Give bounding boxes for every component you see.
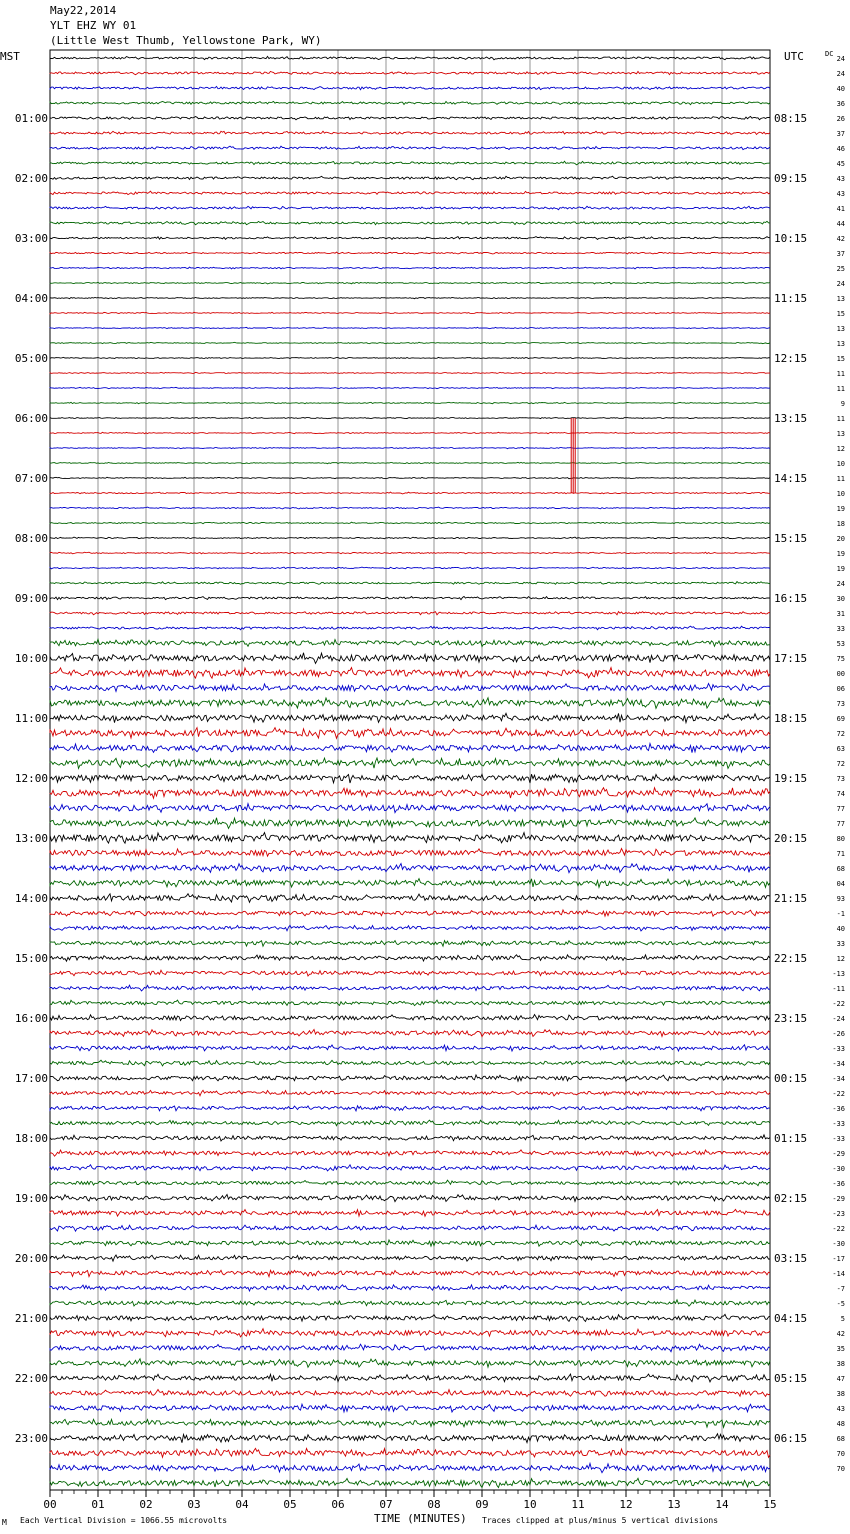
trace-line: [50, 1463, 770, 1472]
dc-offset-label: 36: [836, 100, 845, 108]
mst-hour-label: 06:00: [14, 412, 48, 425]
right-timezone-label: UTC: [784, 50, 804, 63]
dc-offset-label: 43: [836, 175, 845, 183]
x-tick-label: 00: [43, 1498, 57, 1511]
trace-line: [50, 342, 770, 343]
dc-offset-label: -1: [836, 910, 845, 918]
trace-line: [50, 1240, 770, 1246]
x-tick-label: 11: [571, 1498, 585, 1511]
dc-offset-label: 33: [836, 625, 845, 633]
trace-line: [50, 267, 770, 269]
utc-hour-label: 04:15: [774, 1312, 808, 1325]
trace-line: [50, 1448, 770, 1457]
dc-offset-label: -30: [832, 1165, 845, 1173]
trace-line: [50, 1209, 770, 1216]
utc-hour-label: 15:15: [774, 532, 808, 545]
utc-hour-label: 06:15: [774, 1432, 808, 1445]
trace-line: [50, 1225, 770, 1231]
dc-offset-label: 9: [840, 400, 845, 408]
dc-offset-label: -24: [832, 1015, 845, 1023]
mst-hour-label: 20:00: [14, 1252, 48, 1265]
mst-hour-label: 09:00: [14, 592, 48, 605]
trace-line: [50, 626, 770, 630]
utc-hour-label: 12:15: [774, 352, 808, 365]
left-timezone-label: MST: [0, 50, 20, 63]
dc-offset-label: 70: [836, 1450, 845, 1458]
dc-offset-label: 43: [836, 190, 845, 198]
dc-offset-label: 80: [836, 835, 845, 843]
mst-hour-label: 21:00: [14, 1312, 48, 1325]
utc-hour-label: 01:15: [774, 1132, 808, 1145]
dc-label: DC: [825, 50, 834, 58]
dc-offset-label: 63: [836, 745, 845, 753]
dc-offset-label: 12: [836, 955, 845, 963]
dc-offset-label: 11: [836, 475, 845, 483]
dc-offset-label: -22: [832, 1000, 845, 1008]
dc-offset-label: 48: [836, 1420, 845, 1428]
dc-offset-label: 31: [836, 610, 845, 618]
trace-line: [50, 744, 770, 753]
dc-offset-label: 75: [836, 655, 845, 663]
mst-hour-label: 16:00: [14, 1012, 48, 1025]
dc-offset-label: 26: [836, 115, 845, 123]
dc-offset-label: 93: [836, 895, 845, 903]
trace-line: [50, 1106, 770, 1111]
trace-line: [50, 176, 770, 180]
mst-hour-label: 01:00: [14, 112, 48, 125]
mst-hour-label: 15:00: [14, 952, 48, 965]
dc-offset-label: 73: [836, 775, 845, 783]
trace-line: [50, 131, 770, 134]
trace-lines: [50, 56, 770, 1487]
x-tick-label: 05: [283, 1498, 297, 1511]
mst-hour-label: 02:00: [14, 172, 48, 185]
trace-line: [50, 612, 770, 615]
utc-hour-label: 08:15: [774, 112, 808, 125]
dc-offset-label: -7: [836, 1285, 845, 1293]
trace-line: [50, 864, 770, 873]
dc-offset-label: -14: [832, 1270, 845, 1278]
dc-offset-label: 72: [836, 760, 845, 768]
trace-line: [50, 941, 770, 947]
x-tick-label: 06: [331, 1498, 345, 1511]
trace-line: [50, 101, 770, 104]
trace-line: [50, 432, 770, 433]
dc-offset-label: 68: [836, 865, 845, 873]
scale-note: Each Vertical Division = 1066.55 microvolts: [20, 1516, 228, 1525]
trace-line: [50, 282, 770, 284]
dc-offset-label: 33: [836, 940, 845, 948]
dc-offset-label: -36: [832, 1105, 845, 1113]
utc-hour-label: 17:15: [774, 652, 808, 665]
utc-hour-label: 03:15: [774, 1252, 808, 1265]
dc-offset-label: 53: [836, 640, 845, 648]
dc-offset-label: 13: [836, 295, 845, 303]
mst-hour-label: 23:00: [14, 1432, 48, 1445]
x-tick-label: 07: [379, 1498, 393, 1511]
chart-date: May22,2014: [50, 4, 117, 17]
x-axis-title: TIME (MINUTES): [374, 1512, 467, 1525]
x-tick-label: 09: [475, 1498, 489, 1511]
dc-offset-label: -33: [832, 1045, 845, 1053]
trace-line: [50, 1090, 770, 1096]
dc-offset-label: 74: [836, 790, 845, 798]
dc-offset-label: 37: [836, 250, 845, 258]
trace-line: [50, 71, 770, 74]
mst-hour-label: 10:00: [14, 652, 48, 665]
dc-offset-label: 38: [836, 1360, 845, 1368]
x-tick-label: 08: [427, 1498, 441, 1511]
dc-offset-label: 44: [836, 220, 845, 228]
dc-offset-label: -11: [832, 985, 845, 993]
dc-offset-label: 06: [836, 685, 845, 693]
trace-line: [50, 1478, 770, 1487]
x-tick-label: 01: [91, 1498, 105, 1511]
trace-line: [50, 161, 770, 165]
dc-offset-label: -22: [832, 1090, 845, 1098]
trace-line: [50, 925, 770, 931]
dc-offset-label: 47: [836, 1375, 845, 1383]
trace-line: [50, 1270, 770, 1276]
trace-line: [50, 774, 770, 783]
mst-hour-label: 22:00: [14, 1372, 48, 1385]
dc-offset-label: 46: [836, 145, 845, 153]
dc-offset-label: -34: [832, 1075, 845, 1083]
trace-line: [50, 668, 770, 679]
trace-line: [50, 448, 770, 449]
trace-line: [50, 804, 770, 813]
x-tick-label: 04: [235, 1498, 249, 1511]
trace-line: [50, 955, 770, 961]
dc-offset-label: -33: [832, 1120, 845, 1128]
trace-line: [50, 567, 770, 569]
trace-line: [50, 698, 770, 709]
dc-offset-label: -23: [832, 1210, 845, 1218]
trace-line: [50, 910, 770, 916]
trace-line: [50, 402, 770, 403]
dc-offset-label: 42: [836, 235, 845, 243]
dc-offset-label: 11: [836, 415, 845, 423]
dc-offset-label: 41: [836, 205, 845, 213]
trace-line: [50, 1359, 770, 1368]
clip-note: Traces clipped at plus/minus 5 vertical divisions: [482, 1516, 719, 1525]
trace-line: [50, 1419, 770, 1427]
trace-line: [50, 56, 770, 59]
trace-line: [50, 1344, 770, 1352]
trace-line: [50, 728, 770, 739]
trace-line: [50, 1329, 770, 1337]
trace-line: [50, 894, 770, 903]
trace-line: [50, 387, 770, 388]
x-tick-label: 10: [523, 1498, 537, 1511]
trace-line: [50, 462, 770, 463]
dc-offset-label: -26: [832, 1030, 845, 1038]
event-marks: [571, 418, 575, 493]
utc-hour-label: 21:15: [774, 892, 808, 905]
dc-offset-label: 19: [836, 565, 845, 573]
trace-line: [50, 582, 770, 585]
trace-line: [50, 1015, 770, 1021]
trace-line: [50, 522, 770, 524]
corner-mark: M: [2, 1518, 7, 1527]
dc-offset-label: 24: [836, 280, 845, 288]
dc-offset-label: 42: [836, 1330, 845, 1338]
trace-line: [50, 372, 770, 373]
utc-hour-label: 02:15: [774, 1192, 808, 1205]
x-tick-label: 12: [619, 1498, 633, 1511]
mst-hour-label: 18:00: [14, 1132, 48, 1145]
dc-offset-label: -36: [832, 1180, 845, 1188]
dc-offset-label: -17: [832, 1255, 845, 1263]
trace-line: [50, 357, 770, 358]
dc-offset-label: 18: [836, 520, 845, 528]
utc-hour-label: 00:15: [774, 1072, 808, 1085]
dc-offset-label: 40: [836, 925, 845, 933]
dc-offset-label: 35: [836, 1345, 845, 1353]
dc-offset-label: 5: [840, 1315, 845, 1323]
trace-line: [50, 833, 770, 844]
x-tick-label: 15: [763, 1498, 777, 1511]
dc-offset-label: 13: [836, 430, 845, 438]
dc-offset-label: 69: [836, 715, 845, 723]
trace-line: [50, 849, 770, 857]
dc-offset-label: 43: [836, 1405, 845, 1413]
dc-offset-label: 38: [836, 1390, 845, 1398]
dc-offset-label: -29: [832, 1150, 845, 1158]
x-tick-label: 13: [667, 1498, 681, 1511]
dc-offset-label: -34: [832, 1060, 845, 1068]
dc-offset-label: 12: [836, 445, 845, 453]
dc-offset-label: 15: [836, 310, 845, 318]
trace-line: [50, 237, 770, 240]
trace-line: [50, 1120, 770, 1126]
trace-line: [50, 1404, 770, 1412]
dc-offset-label: -22: [832, 1225, 845, 1233]
axis-labels: [15, 55, 845, 1511]
utc-hour-label: 20:15: [774, 832, 808, 845]
mst-hour-label: 13:00: [14, 832, 48, 845]
trace-line: [50, 1045, 770, 1051]
trace-line: [50, 507, 770, 509]
utc-hour-label: 22:15: [774, 952, 808, 965]
dc-offset-label: -5: [836, 1300, 845, 1308]
dc-offset-label: 77: [836, 805, 845, 813]
trace-line: [50, 1255, 770, 1261]
mst-hour-label: 07:00: [14, 472, 48, 485]
trace-line: [50, 713, 770, 722]
dc-offset-label: -13: [832, 970, 845, 978]
trace-line: [50, 477, 770, 478]
dc-offset-label: 11: [836, 370, 845, 378]
trace-line: [50, 1075, 770, 1081]
trace-line: [50, 117, 770, 120]
utc-hour-label: 19:15: [774, 772, 808, 785]
mst-hour-label: 03:00: [14, 232, 48, 245]
trace-line: [50, 1030, 770, 1037]
utc-hour-label: 11:15: [774, 292, 808, 305]
trace-line: [50, 417, 770, 418]
dc-offset-label: 30: [836, 595, 845, 603]
station-code: YLT EHZ WY 01: [50, 19, 137, 32]
trace-line: [50, 639, 770, 646]
dc-offset-label: 68: [836, 1435, 845, 1443]
dc-offset-label: 00: [836, 670, 845, 678]
mst-hour-label: 14:00: [14, 892, 48, 905]
dc-offset-label: -30: [832, 1240, 845, 1248]
dc-offset-label: 37: [836, 130, 845, 138]
dc-offset-label: 77: [836, 820, 845, 828]
dc-offset-label: -33: [832, 1135, 845, 1143]
trace-line: [50, 597, 770, 600]
trace-line: [50, 1314, 770, 1321]
dc-offset-label: 72: [836, 730, 845, 738]
dc-offset-label: 24: [836, 70, 845, 78]
trace-line: [50, 1374, 770, 1382]
trace-line: [50, 684, 770, 692]
utc-hour-label: 18:15: [774, 712, 808, 725]
dc-offset-label: 45: [836, 160, 845, 168]
trace-line: [50, 1434, 770, 1443]
trace-line: [50, 1150, 770, 1156]
dc-offset-label: 10: [836, 490, 845, 498]
utc-hour-label: 05:15: [774, 1372, 808, 1385]
mst-hour-label: 12:00: [14, 772, 48, 785]
trace-line: [50, 879, 770, 888]
utc-hour-label: 23:15: [774, 1012, 808, 1025]
trace-line: [50, 818, 770, 829]
trace-line: [50, 492, 770, 494]
dc-offset-label: -29: [832, 1195, 845, 1203]
mst-hour-label: 08:00: [14, 532, 48, 545]
dc-offset-label: 40: [836, 85, 845, 93]
trace-line: [50, 206, 770, 209]
trace-line: [50, 1165, 770, 1171]
trace-line: [50, 788, 770, 799]
x-tick-label: 14: [715, 1498, 729, 1511]
trace-line: [50, 327, 770, 328]
trace-line: [50, 1180, 770, 1186]
dc-offset-label: 19: [836, 505, 845, 513]
trace-line: [50, 1195, 770, 1202]
dc-offset-label: 71: [836, 850, 845, 858]
x-tick-label: 02: [139, 1498, 153, 1511]
dc-offset-label: 10: [836, 460, 845, 468]
trace-line: [50, 146, 770, 150]
station-location: (Little West Thumb, Yellowstone Park, WY): [50, 34, 322, 47]
dc-offset-label: 13: [836, 340, 845, 348]
trace-line: [50, 537, 770, 539]
utc-hour-label: 09:15: [774, 172, 808, 185]
dc-offset-label: 11: [836, 385, 845, 393]
trace-line: [50, 985, 770, 991]
trace-line: [50, 221, 770, 225]
trace-line: [50, 297, 770, 298]
mst-hour-label: 17:00: [14, 1072, 48, 1085]
mst-hour-label: 11:00: [14, 712, 48, 725]
dc-offset-label: 24: [836, 55, 845, 63]
trace-line: [50, 252, 770, 254]
dc-offset-label: 24: [836, 580, 845, 588]
trace-line: [50, 970, 770, 976]
utc-hour-label: 10:15: [774, 232, 808, 245]
trace-line: [50, 1135, 770, 1141]
dc-offset-label: 15: [836, 355, 845, 363]
trace-line: [50, 191, 770, 194]
utc-hour-label: 13:15: [774, 412, 808, 425]
trace-line: [50, 1000, 770, 1006]
utc-hour-label: 16:15: [774, 592, 808, 605]
dc-offset-label: 70: [836, 1465, 845, 1473]
dc-offset-label: 20: [836, 535, 845, 543]
trace-line: [50, 1285, 770, 1291]
utc-hour-label: 14:15: [774, 472, 808, 485]
dc-offset-label: 04: [836, 880, 845, 888]
trace-line: [50, 86, 770, 89]
trace-line: [50, 552, 770, 554]
trace-line: [50, 1390, 770, 1397]
mst-hour-label: 04:00: [14, 292, 48, 305]
x-tick-label: 03: [187, 1498, 201, 1511]
mst-hour-label: 05:00: [14, 352, 48, 365]
dc-offset-label: 25: [836, 265, 845, 273]
dc-offset-label: 13: [836, 325, 845, 333]
dc-offset-label: 19: [836, 550, 845, 558]
trace-line: [50, 312, 770, 313]
trace-line: [50, 1300, 770, 1306]
trace-line: [50, 758, 770, 768]
dc-offset-label: 73: [836, 700, 845, 708]
trace-line: [50, 653, 770, 664]
mst-hour-label: 19:00: [14, 1192, 48, 1205]
trace-line: [50, 1060, 770, 1066]
